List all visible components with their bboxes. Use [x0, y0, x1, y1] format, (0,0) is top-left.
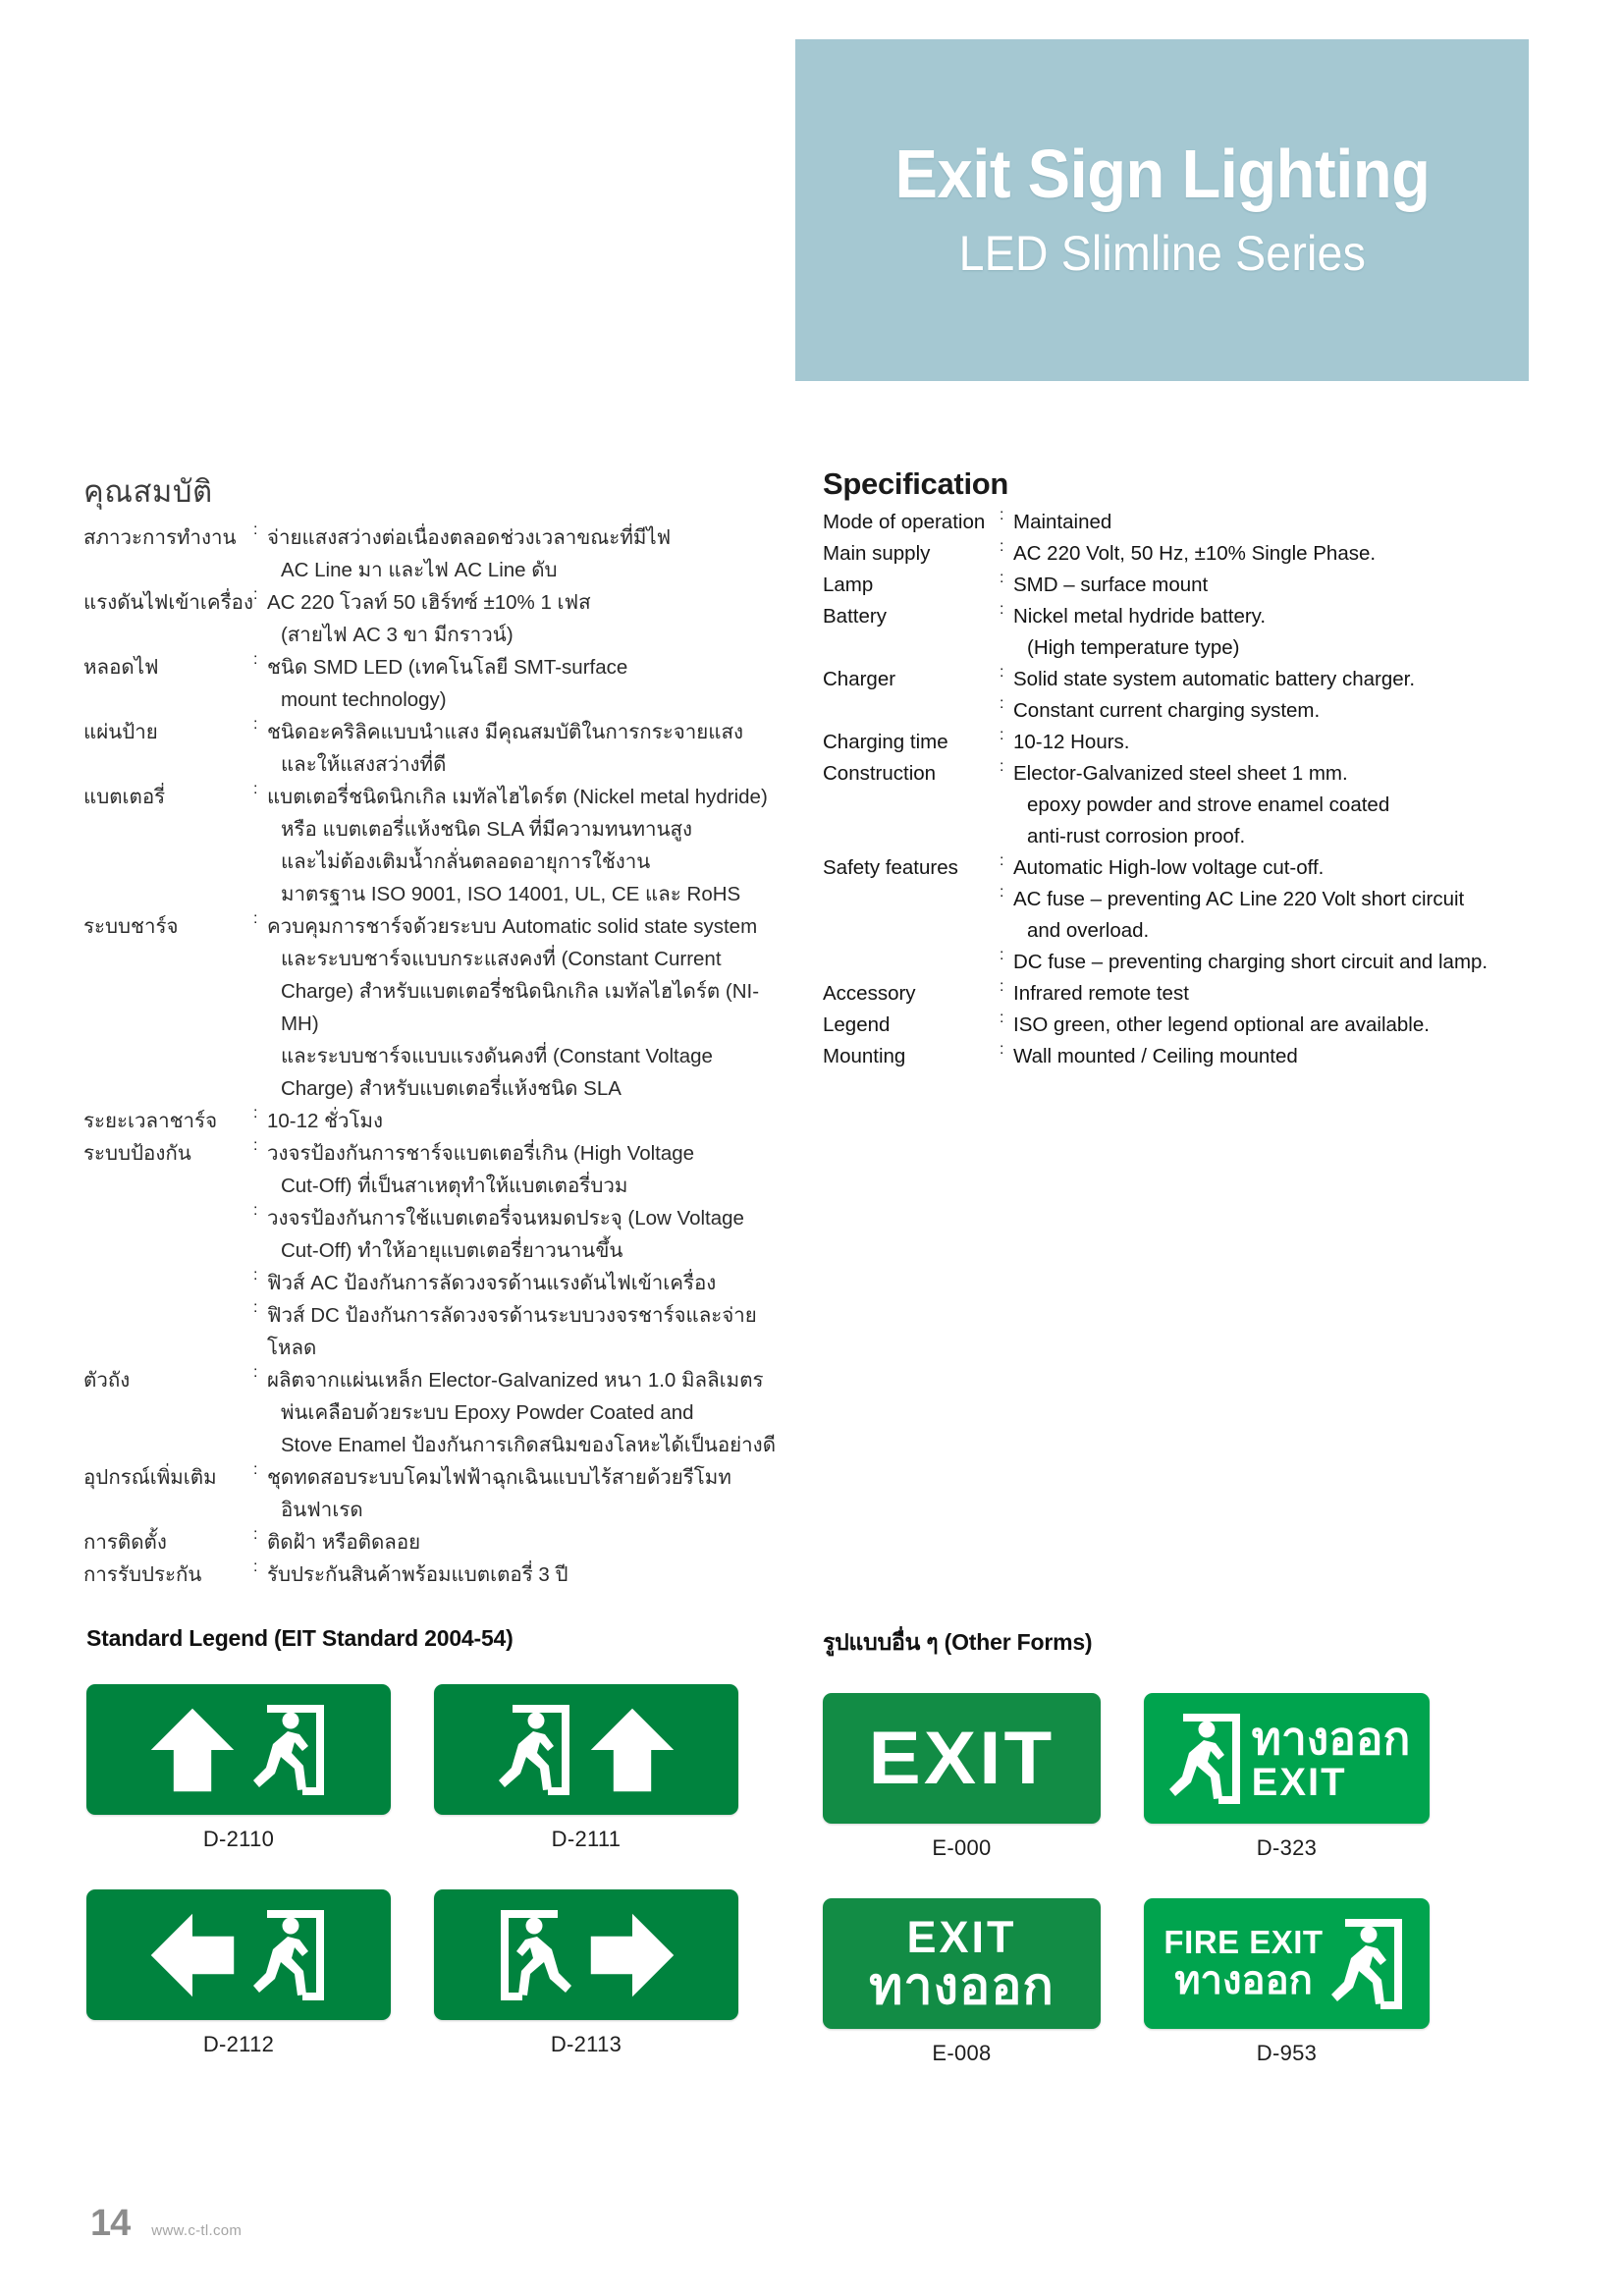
spec-row: [83, 1526, 790, 1558]
spec-row: [823, 538, 1579, 570]
spec-value-line: anti-rust corrosion proof.: [1027, 825, 1246, 847]
spec-value-line: และระบบชาร์จแบบกระแสงคงที่ (Constant Current: [280, 948, 722, 970]
spec-value: [1013, 601, 1579, 664]
spec-label-empty: [823, 947, 1000, 978]
banner-subtitle: LED Slimline Series: [958, 225, 1366, 281]
spec-value: [1013, 727, 1579, 758]
spec-value: [267, 910, 790, 1105]
spec-value: [267, 1558, 790, 1591]
spec-row-continued: [823, 695, 1579, 727]
spec-value: [1013, 1010, 1579, 1041]
spec-row: [823, 758, 1579, 852]
spec-colon: :: [1000, 1041, 1004, 1058]
spec-value-line: ชนิดอะคริลิคแบบนำแสง มีคุณสมบัติในการกระจายแสง: [266, 721, 743, 743]
spec-colon: :: [1000, 664, 1004, 681]
spec-label-empty: [83, 1299, 253, 1364]
legend-sign-d-2112[interactable]: [86, 1889, 391, 2057]
spec-row: [823, 1041, 1579, 1072]
spec-value: [1013, 758, 1579, 852]
spec-value-line: ติดฝ้า หรือติดลอย: [266, 1531, 421, 1554]
sign-text-th: ทางออก: [869, 1957, 1055, 2015]
spec-value: [1013, 538, 1579, 570]
spec-colon: :: [252, 1364, 258, 1381]
spec-label: การรับประกัน: [83, 1563, 202, 1586]
spec-colon: :: [252, 910, 258, 927]
spec-colon: :: [1000, 852, 1004, 869]
sign-text-th: ทางออก: [1251, 1712, 1411, 1764]
spec-value-line: (สายไฟ AC 3 ขา มีกราวน์): [280, 624, 514, 646]
sign-code: D-953: [1256, 2041, 1318, 2065]
spec-value: [267, 1202, 790, 1267]
spec-row: [83, 1461, 790, 1526]
spec-value: [267, 651, 790, 716]
spec-value-line: หรือ แบตเตอรี่แห้งชนิด SLA ที่มีความทนทานสูง: [280, 818, 693, 841]
standard-legend-grid: [86, 1684, 774, 2057]
spec-value-line: Charge) สำหรับแบตเตอรี่ชนิดนิกเกิล เมทัลไฮไดร์ต (NI-MH): [280, 980, 760, 1035]
spec-value: [267, 1105, 790, 1137]
spec-row: [83, 910, 790, 1105]
spec-colon: :: [252, 716, 258, 733]
spec-label: ตัวถัง: [83, 1369, 131, 1392]
spec-value-line: Automatic High-low voltage cut-off.: [1013, 856, 1325, 879]
spec-label: สภาวะการทำงาน: [83, 526, 237, 549]
spec-label: Mounting: [823, 1045, 906, 1067]
sign-text-block: [1251, 1712, 1411, 1804]
spec-value-line: AC 220 โวลท์ 50 เฮิร์ทซ์ ±10% 1 เฟส: [266, 591, 591, 614]
sign-text-en: EXIT: [1251, 1760, 1347, 1804]
sign-text-th: ทางออก: [1174, 1958, 1313, 2002]
spec-row: [823, 507, 1579, 538]
spec-value: [267, 1299, 790, 1364]
spec-row: [823, 664, 1579, 695]
spec-row: [83, 716, 790, 781]
other-sign-d-323[interactable]: [1144, 1693, 1430, 1861]
spec-value-line: และไม่ต้องเติมน้ำกลั่นตลอดอายุการใช้งาน: [280, 850, 651, 873]
page-footer: [90, 2203, 242, 2245]
sign-code: D-2113: [550, 2032, 622, 2056]
running-man-icon: [247, 1906, 332, 2004]
spec-value: [1013, 1041, 1579, 1072]
spec-value-line: Maintained: [1013, 511, 1112, 533]
page-number: 14: [90, 2203, 131, 2244]
other-forms-block: [823, 1625, 1569, 2066]
spec-value-line: ฟิวส์ AC ป้องกันการลัดวงจรด้านแรงดันไฟเข้าเครื่อง: [266, 1272, 717, 1294]
spec-value-line: ISO green, other legend optional are available.: [1013, 1013, 1430, 1036]
spec-label: แบตเตอรี่: [83, 786, 166, 808]
spec-value-line: Charge) สำหรับแบตเตอรี่แห้งชนิด SLA: [280, 1077, 622, 1100]
thai-spec-table: [83, 521, 790, 1591]
sign-plate: [434, 1684, 738, 1815]
arrow-right-icon: [585, 1908, 679, 2002]
spec-value-line: Infrared remote test: [1013, 982, 1189, 1005]
standard-legend-heading: Standard Legend (EIT Standard 2004-54): [86, 1625, 514, 1651]
running-man-icon: [247, 1701, 332, 1799]
spec-label: Legend: [823, 1013, 891, 1036]
spec-value: [1013, 852, 1579, 884]
spec-label: Lamp: [823, 574, 874, 596]
sign-text-en: EXIT: [868, 1716, 1055, 1800]
running-man-icon: [493, 1701, 577, 1799]
spec-value-line: AC 220 Volt, 50 Hz, ±10% Single Phase.: [1013, 542, 1377, 565]
spec-label-empty: [83, 1202, 253, 1267]
spec-value-line: Constant current charging system.: [1013, 699, 1321, 722]
spec-row-continued: [823, 884, 1579, 947]
spec-value-line: SMD – surface mount: [1013, 574, 1209, 596]
spec-value-line: mount technology): [280, 688, 447, 711]
spec-colon: :: [1000, 538, 1004, 555]
spec-row-continued: [823, 947, 1579, 978]
spec-colon: :: [1000, 601, 1004, 618]
spec-value: [267, 1267, 790, 1299]
spec-value-line: พ่นเคลือบด้วยระบบ Epoxy Powder Coated and: [280, 1401, 694, 1424]
arrow-up-icon: [145, 1703, 240, 1797]
spec-label-empty: [823, 695, 1000, 727]
spec-value-line: และให้แสงสว่างที่ดี: [280, 753, 447, 776]
sign-code: D-2112: [202, 2032, 275, 2056]
spec-value-line: AC Line มา และไฟ AC Line ดับ: [280, 559, 558, 581]
spec-value-line: Nickel metal hydride battery.: [1013, 605, 1267, 628]
spec-label: Charging time: [823, 731, 948, 753]
spec-row: [83, 651, 790, 716]
other-sign-e-008[interactable]: [823, 1898, 1101, 2066]
spec-label: แรงดันไฟเข้าเครื่อง: [83, 591, 253, 614]
spec-colon: :: [1000, 507, 1004, 523]
spec-row: [83, 521, 790, 586]
sign-plate: [1144, 1693, 1430, 1824]
sign-code: D-2110: [202, 1827, 275, 1851]
spec-value: [267, 1461, 790, 1526]
spec-label: Battery: [823, 605, 887, 628]
spec-value: [1013, 978, 1579, 1010]
sign-text-block: [1163, 1923, 1324, 2002]
spec-colon: :: [252, 651, 258, 668]
spec-colon: :: [252, 1299, 258, 1316]
spec-colon: :: [1000, 947, 1004, 963]
sign-text-en: FIRE EXIT: [1163, 1923, 1324, 1960]
sign-code: D-2111: [551, 1827, 622, 1851]
spec-row: [83, 1364, 790, 1461]
other-forms-heading: รูปแบบอื่น ๆ (Other Forms): [823, 1629, 1093, 1655]
spec-colon: :: [252, 586, 258, 603]
spec-row: [83, 1137, 790, 1202]
spec-value-line: ชุดทดสอบระบบโคมไฟฟ้าฉุกเฉินแบบไร้สายด้วยรีโมท: [266, 1466, 731, 1489]
spec-colon: :: [252, 1202, 258, 1219]
spec-label: Charger: [823, 668, 896, 690]
spec-label: หลอดไฟ: [83, 656, 159, 679]
spec-value-line: ผลิตจากแผ่นเหล็ก Elector-Galvanized หนา 1.0 มิลลิเมตร: [266, 1369, 764, 1392]
spec-value-line: (High temperature type): [1027, 636, 1240, 659]
standard-legend-block: [86, 1625, 774, 2057]
sign-code: E-008: [932, 2041, 992, 2065]
spec-value: [267, 1364, 790, 1461]
spec-value-line: and overload.: [1027, 919, 1150, 942]
sign-plate: [823, 1693, 1101, 1824]
spec-value-line: Cut-Off) ทำให้อายุแบตเตอรี่ยาวนานขึ้น: [280, 1239, 623, 1262]
spec-value-line: Cut-Off) ที่เป็นสาเหตุทำให้แบตเตอรี่บวม: [280, 1175, 628, 1197]
spec-value-line: วงจรป้องกันการชาร์จแบตเตอรี่เกิน (High Voltage: [266, 1142, 695, 1165]
spec-label: Main supply: [823, 542, 931, 565]
spec-value-line: Solid state system automatic battery charger.: [1013, 668, 1416, 690]
spec-value-line: 10-12 ชั่วโมง: [266, 1110, 384, 1132]
spec-row: [83, 586, 790, 651]
spec-value-line: AC fuse – preventing AC Line 220 Volt short circuit: [1013, 888, 1465, 910]
spec-value-line: Wall mounted / Ceiling mounted: [1013, 1045, 1298, 1067]
running-man-icon: [1325, 1915, 1410, 2013]
spec-colon: :: [252, 1267, 258, 1284]
spec-value: [267, 716, 790, 781]
sign-code: E-000: [932, 1835, 992, 1860]
spec-colon: :: [1000, 570, 1004, 586]
thai-spec-heading: คุณสมบัติ: [83, 474, 213, 509]
spec-value: [267, 586, 790, 651]
spec-label: ระบบป้องกัน: [83, 1142, 191, 1165]
spec-row: [83, 781, 790, 910]
spec-value-line: จ่ายแสงสว่างต่อเนื่องตลอดช่วงเวลาขณะที่มีไฟ: [266, 526, 672, 549]
banner-title: Exit Sign Lighting: [894, 136, 1430, 213]
spec-colon: :: [252, 1105, 258, 1121]
spec-value-line: มาตรฐาน ISO 9001, ISO 14001, UL, CE และ RoHS: [280, 883, 741, 905]
spec-label: Safety features: [823, 856, 958, 879]
spec-label-empty: [83, 1267, 253, 1299]
spec-label: Mode of operation: [823, 511, 986, 533]
spec-label-empty: [823, 884, 1000, 947]
spec-label: Accessory: [823, 982, 916, 1005]
spec-value-line: epoxy powder and strove enamel coated: [1027, 793, 1390, 816]
sign-code: D-323: [1256, 1835, 1318, 1860]
spec-value: [267, 1137, 790, 1202]
spec-value: [1013, 695, 1579, 727]
sign-text-en: EXIT: [906, 1911, 1017, 1962]
arrow-up-icon: [585, 1703, 679, 1797]
english-spec-column: [823, 466, 1579, 1072]
spec-value-line: 10-12 Hours.: [1013, 731, 1130, 753]
sign-plate: [86, 1889, 391, 2020]
sign-plate: [86, 1684, 391, 1815]
spec-value: [1013, 570, 1579, 601]
footer-url: www.c-tl.com: [151, 2222, 243, 2239]
spec-value: [1013, 507, 1579, 538]
running-man-icon: [1163, 1710, 1248, 1808]
other-sign-e-000[interactable]: [823, 1693, 1101, 1861]
header-banner: [795, 39, 1529, 381]
spec-colon: :: [252, 1526, 258, 1543]
spec-row: [823, 570, 1579, 601]
thai-spec-column: [83, 466, 790, 1591]
spec-value: [267, 521, 790, 586]
spec-value-line: วงจรป้องกันการใช้แบตเตอรี่จนหมดประจุ (Low Voltage: [266, 1207, 744, 1230]
spec-label: ระบบชาร์จ: [83, 915, 179, 938]
spec-label: แผ่นป้าย: [83, 721, 158, 743]
spec-value-line: แบตเตอรี่ชนิดนิกเกิล เมทัลไฮไดร์ต (Nickel metal hydride): [266, 786, 768, 808]
spec-colon: :: [1000, 978, 1004, 995]
sign-plate: [1144, 1898, 1430, 2029]
spec-value-line: ชนิด SMD LED (เทคโนโลยี SMT-surface: [266, 656, 628, 679]
spec-value-line: อินฟาเรด: [280, 1499, 363, 1521]
spec-row-continued: [83, 1299, 790, 1364]
spec-row-continued: [83, 1267, 790, 1299]
legend-sign-d-2111[interactable]: [434, 1684, 738, 1852]
spec-colon: :: [1000, 1010, 1004, 1026]
spec-colon: :: [1000, 884, 1004, 901]
spec-value-line: และระบบชาร์จแบบแรงดันคงที่ (Constant Voltage: [280, 1045, 713, 1067]
spec-value: [1013, 884, 1579, 947]
spec-value-line: DC fuse – preventing charging short circuit and lamp.: [1013, 951, 1488, 973]
spec-label: ระยะเวลาชาร์จ: [83, 1110, 218, 1132]
sign-plate: [823, 1898, 1101, 2029]
english-spec-table: [823, 507, 1579, 1072]
other-forms-grid: [823, 1693, 1569, 2066]
spec-colon: :: [252, 781, 258, 797]
spec-row: [823, 727, 1579, 758]
spec-row: [83, 1105, 790, 1137]
spec-value-line: ควบคุมการชาร์จด้วยระบบ Automatic solid state system: [266, 915, 758, 938]
spec-value: [267, 1526, 790, 1558]
spec-colon: :: [252, 1137, 258, 1154]
spec-label: อุปกรณ์เพิ่มเติม: [83, 1466, 217, 1489]
english-spec-heading: Specification: [823, 466, 1009, 501]
sign-plate: [434, 1889, 738, 2020]
legend-sign-d-2113[interactable]: [434, 1889, 738, 2057]
spec-row: [823, 852, 1579, 884]
spec-colon: :: [252, 1558, 258, 1575]
spec-row-continued: [83, 1202, 790, 1267]
spec-colon: :: [1000, 758, 1004, 775]
spec-colon: :: [252, 1461, 258, 1478]
spec-label: การติดตั้ง: [83, 1531, 167, 1554]
spec-value-line: รับประกันสินค้าพร้อมแบตเตอรี่ 3 ปี: [266, 1563, 568, 1586]
legend-sign-d-2110[interactable]: [86, 1684, 391, 1852]
spec-colon: :: [1000, 695, 1004, 712]
spec-value: [1013, 664, 1579, 695]
spec-value: [1013, 947, 1579, 978]
spec-row: [823, 1010, 1579, 1041]
spec-row: [823, 601, 1579, 664]
spec-row: [823, 978, 1579, 1010]
spec-colon: :: [1000, 727, 1004, 743]
other-sign-d-953[interactable]: [1144, 1898, 1430, 2066]
running-man-icon: [493, 1906, 577, 2004]
spec-value: [267, 781, 790, 910]
spec-value-line: Elector-Galvanized steel sheet 1 mm.: [1013, 762, 1348, 785]
arrow-left-icon: [145, 1908, 240, 2002]
spec-colon: :: [252, 521, 258, 538]
spec-value-line: Stove Enamel ป้องกันการเกิดสนิมของโลหะได้เป็นอย่างดี: [280, 1434, 777, 1456]
spec-label: Construction: [823, 762, 937, 785]
spec-value-line: ฟิวส์ DC ป้องกันการลัดวงจรด้านระบบวงจรชาร์จและจ่ายโหลด: [266, 1304, 757, 1359]
spec-row: [83, 1558, 790, 1591]
